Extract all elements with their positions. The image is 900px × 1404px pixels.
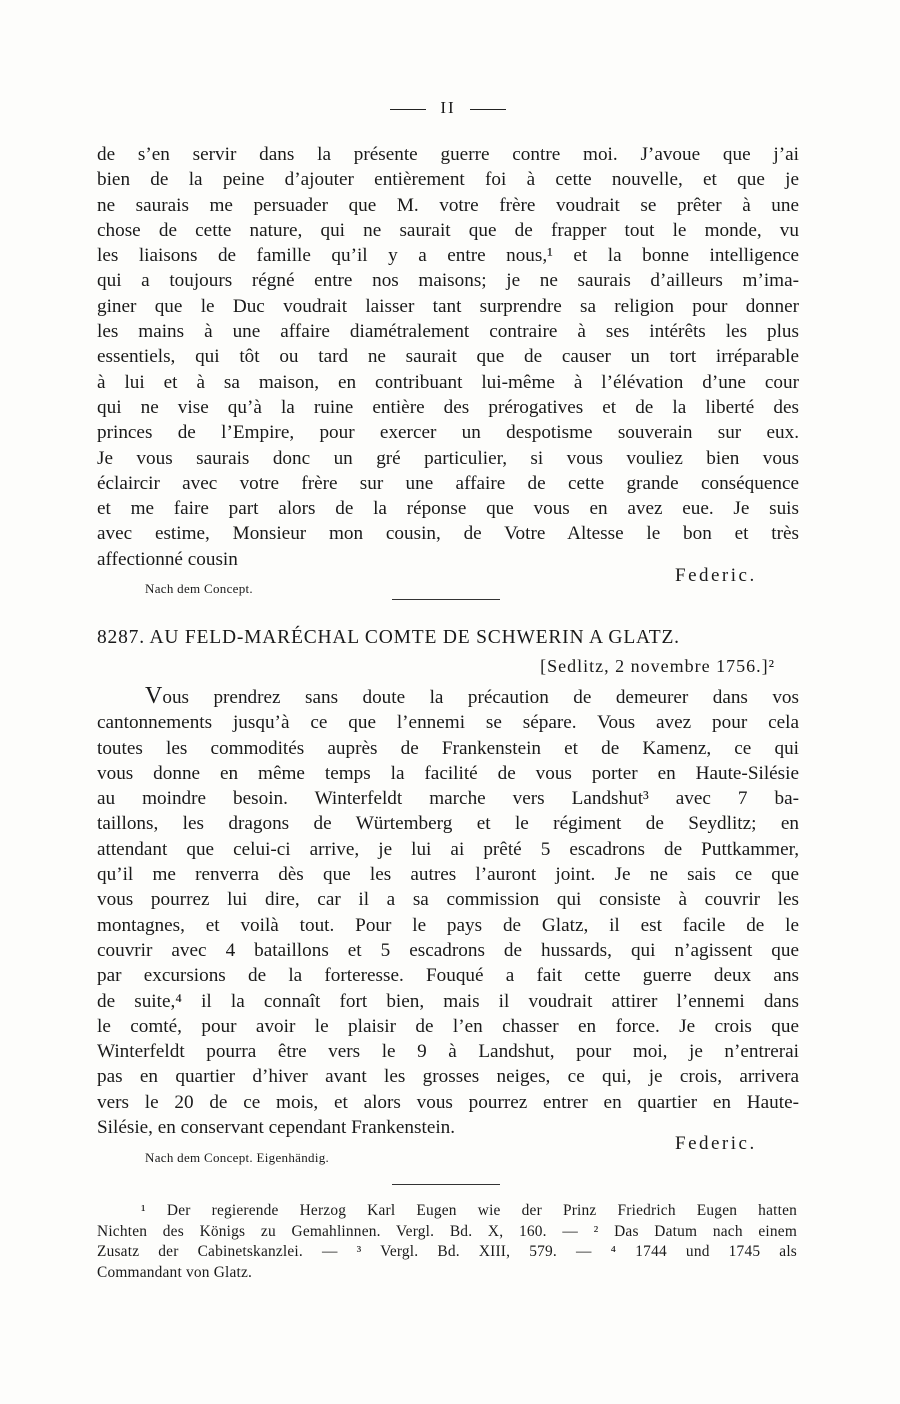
- letter-1-line: princes de l’Empire, pour exercer un despotisme souverain sur eux.: [97, 422, 799, 444]
- letter-2-line: vous pourrez lui dire, car il a sa commission qui consiste à couvrir les: [97, 889, 799, 911]
- letter-1-line: à lui et à sa maison, en contribuant lui-même à l’élévation d’une cour: [97, 371, 799, 393]
- letter-1-body: [97, 142, 799, 572]
- letter-2-line: couvrir avec 4 bataillons et 5 escadrons de hussards, qui n’agissent que: [97, 939, 799, 961]
- letter-2-line: Silésie, en conservant cependant Frankenstein.: [97, 1117, 456, 1139]
- letter-2-line: Winterfeldt pourra être vers le 9 à Landshut, pour moi, je n’entrerai: [97, 1041, 799, 1063]
- letter-2-line: toutes les commodités auprès de Frankenstein et de Kamenz, ce qui: [97, 737, 799, 759]
- letter-1-line: de s’en servir dans la présente guerre contre moi. J’avoue que j’ai: [97, 144, 799, 165]
- letter-2-line: attendant que celui-ci arrive, je lui ai prêté 5 escadrons de Puttkammer,: [97, 838, 799, 860]
- letter-1-signature: Federic.: [675, 565, 757, 586]
- letter-2-line: montagnes, et voilà tout. Pour le pays de Glatz, il est facile de le: [97, 914, 799, 936]
- letter-1-line: chose de cette nature, qui ne saurait que de frapper tout le monde, vu: [97, 219, 799, 241]
- letter-1-line: éclaircir avec votre frère sur une affaire de cette grande conséquence: [97, 472, 799, 494]
- letter-2-title: 8287. AU FELD-MARÉCHAL COMTE DE SCHWERIN A GLATZ.: [97, 627, 680, 648]
- letter-1-line: essentiels, qui tôt ou tard ne saurait que de causer un tort irréparable: [97, 346, 799, 368]
- letter-2-source-note: Nach dem Concept. Eigenhändig.: [145, 1150, 330, 1165]
- letter-1-line: et me faire part alors de la réponse que vous en avez eue. Je suis: [97, 498, 799, 520]
- letter-2-line: le comté, pour avoir le plaisir de l’en chasser en force. Je crois que: [97, 1015, 799, 1037]
- letter-2-line: vous donne en même temps la facilité de vous porter en Haute-Silésie: [97, 762, 799, 784]
- letter-2-signature: Federic.: [675, 1133, 757, 1154]
- letter-2-line: vers le 20 de ce mois, et alors vous pourrez entrer en quartier en Haute-: [97, 1091, 799, 1113]
- footnote-line: Commandant von Glatz.: [97, 1263, 253, 1281]
- letter-1-line: les mains à une affaire diamétralement contraire à ses intérêts les plus: [97, 321, 799, 343]
- header-right-rule: [470, 109, 506, 110]
- footnote-divider: [392, 1184, 500, 1185]
- letter-1-line: Je vous saurais donc un gré particulier, si vous vouliez bien vous: [97, 447, 799, 469]
- footnote-line: Zusatz der Cabinetskanzlei. — ³ Vergl. Bd. XIII, 579. — ⁴ 1744 und 1745 als: [97, 1243, 797, 1260]
- footnotes: [97, 1201, 797, 1283]
- letter-1-line: bien de la peine d’ajouter entièrement foi à cette nouvelle, et que je: [97, 169, 799, 191]
- letter-2-line: taillons, les dragons de Würtemberg et le régiment de Seydlitz; en: [97, 813, 799, 835]
- letter-1-line: qui ne vise qu’à la ruine entière des prérogatives et de la liberté des: [97, 396, 799, 418]
- letter-2-date: [Sedlitz, 2 novembre 1756.]²: [540, 656, 775, 676]
- letter-2-line: qu’il me renverra dès que les autres l’auront joint. Je ne sais ce que: [97, 864, 799, 886]
- header-left-rule: [390, 109, 426, 110]
- letter-2-line: pas en quartier d’hiver avant les grosses neiges, ce qui, je crois, arrivera: [97, 1066, 799, 1088]
- letter-1-line: giner que le Duc voudrait laisser tant surprendre sa religion pour donner: [97, 295, 799, 317]
- letter-1-source-note: Nach dem Concept.: [145, 581, 253, 596]
- footnote-line: Nichten des Königs zu Gemahlinnen. Vergl. Bd. X, 160. — ² Das Datum nach einem: [97, 1222, 797, 1240]
- footnote-line: ¹ Der regierende Herzog Karl Eugen wie der Prinz Friedrich Eugen hatten: [141, 1202, 797, 1219]
- letter-2-line: par excursions de la forteresse. Fouqué a fait cette guerre deux ans: [97, 965, 799, 987]
- letter-1-line: les liaisons de famille qu’il y a entre nous,¹ et la bonne intelligence: [97, 245, 799, 267]
- page-number: II: [440, 98, 456, 117]
- letter-2-line: de suite,⁴ il la connaît fort bien, mais il voudrait attirer l’ennemi dans: [97, 990, 799, 1012]
- letter-1-line: affectionné cousin: [97, 548, 238, 570]
- page-header: [97, 98, 799, 118]
- section-divider: [392, 599, 500, 600]
- letter-2-body: [97, 684, 799, 1140]
- letter-1-line: qui a toujours régné entre nos maisons; je ne saurais d’ailleurs m’ima-: [97, 270, 799, 292]
- letter-2-line: au moindre besoin. Winterfeldt marche vers Landshut³ avec 7 ba-: [97, 788, 799, 810]
- letter-1-line: avec estime, Monsieur mon cousin, de Votre Altesse le bon et très: [97, 523, 799, 545]
- letter-2-line: cantonnements jusqu’à ce que l’ennemi se sépare. Vous avez pour cela: [97, 712, 799, 734]
- letter-1-line: ne saurais me persuader que M. votre frère voudrait se prêter à une: [97, 194, 799, 216]
- letter-2-line: Vous prendrez sans doute la précaution de demeurer dans vos: [145, 684, 799, 709]
